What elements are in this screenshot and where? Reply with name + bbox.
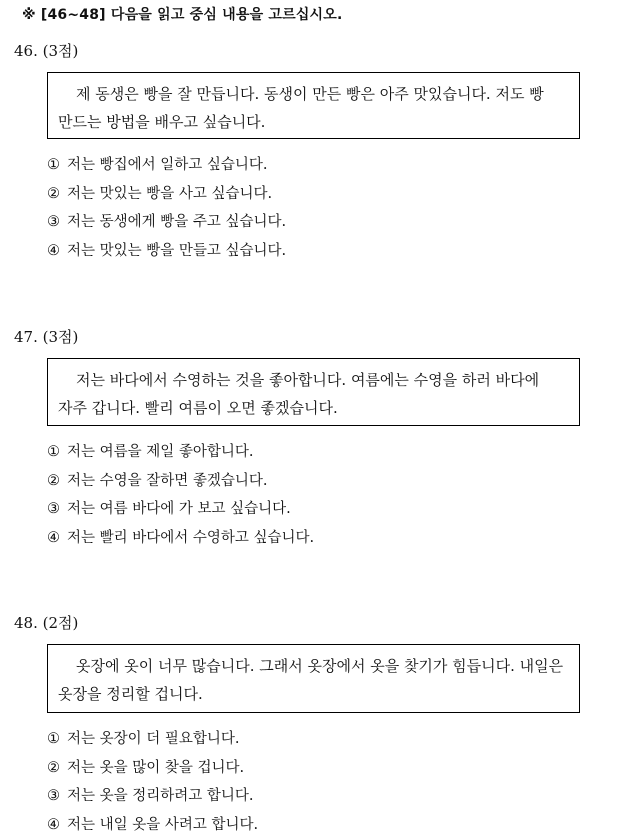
option-text: 저는 맛있는 빵을 사고 싶습니다.: [67, 186, 272, 202]
question-47-passage-box: [47, 358, 580, 426]
question-46-number: 46. (3점): [14, 40, 78, 61]
option-text: 저는 여름을 제일 좋아합니다.: [67, 444, 254, 460]
question-47-option-2[interactable]: [47, 467, 314, 496]
question-48-option-3[interactable]: [47, 782, 258, 811]
question-47-options: [47, 438, 314, 552]
question-47-option-4[interactable]: [47, 524, 314, 553]
option-number: ①: [47, 151, 67, 180]
option-text: 저는 맛있는 빵을 만들고 싶습니다.: [67, 243, 286, 259]
option-text: 저는 여름 바다에 가 보고 싶습니다.: [67, 501, 291, 517]
option-number: ④: [47, 524, 67, 553]
instruction-header: ※ [46~48] 다음을 읽고 중심 내용을 고르십시오.: [22, 4, 343, 24]
question-47-option-1[interactable]: [47, 438, 314, 467]
question-48-passage-text: 옷장에 옷이 너무 많습니다. 그래서 옷장에서 옷을 찾기가 힘듭니다. 내일은 옷장을 정리할 겁니다.: [58, 652, 569, 708]
option-text: 저는 옷을 정리하려고 합니다.: [67, 788, 254, 804]
question-46-option-2[interactable]: [47, 180, 286, 209]
option-number: ①: [47, 438, 67, 467]
question-46-passage-box: [47, 72, 580, 139]
option-text: 저는 빵집에서 일하고 싶습니다.: [67, 157, 268, 173]
question-48-passage-box: [47, 644, 580, 713]
question-48-option-4[interactable]: [47, 811, 258, 839]
question-46-options: [47, 151, 286, 265]
option-number: ②: [47, 467, 67, 496]
option-text: 저는 옷을 많이 찾을 겁니다.: [67, 760, 244, 776]
question-46-passage-text: 제 동생은 빵을 잘 만듭니다. 동생이 만든 빵은 아주 맛있습니다. 저도 빵 만드는 방법을 배우고 싶습니다.: [58, 80, 569, 136]
option-text: 저는 수영을 잘하면 좋겠습니다.: [67, 473, 268, 489]
option-number: ①: [47, 725, 67, 754]
option-number: ②: [47, 180, 67, 209]
question-47-option-3[interactable]: [47, 495, 314, 524]
option-text: 저는 빨리 바다에서 수영하고 싶습니다.: [67, 530, 314, 546]
option-text: 저는 내일 옷을 사려고 합니다.: [67, 817, 258, 833]
question-47-number: 47. (3점): [14, 326, 78, 347]
question-46-option-4[interactable]: [47, 237, 286, 266]
option-text: 저는 동생에게 빵을 주고 싶습니다.: [67, 214, 286, 230]
question-47-passage-text: 저는 바다에서 수영하는 것을 좋아합니다. 여름에는 수영을 하러 바다에 자주 갑니다. 빨리 여름이 오면 좋겠습니다.: [58, 366, 569, 422]
question-48-option-2[interactable]: [47, 754, 258, 783]
option-number: ④: [47, 237, 67, 266]
option-number: ③: [47, 208, 67, 237]
question-46-option-3[interactable]: [47, 208, 286, 237]
question-48-number: 48. (2점): [14, 612, 78, 633]
option-number: ③: [47, 495, 67, 524]
question-48-options: [47, 725, 258, 839]
question-48-option-1[interactable]: [47, 725, 258, 754]
option-number: ③: [47, 782, 67, 811]
option-number: ④: [47, 811, 67, 839]
option-number: ②: [47, 754, 67, 783]
option-text: 저는 옷장이 더 필요합니다.: [67, 731, 240, 747]
question-46-option-1[interactable]: [47, 151, 286, 180]
